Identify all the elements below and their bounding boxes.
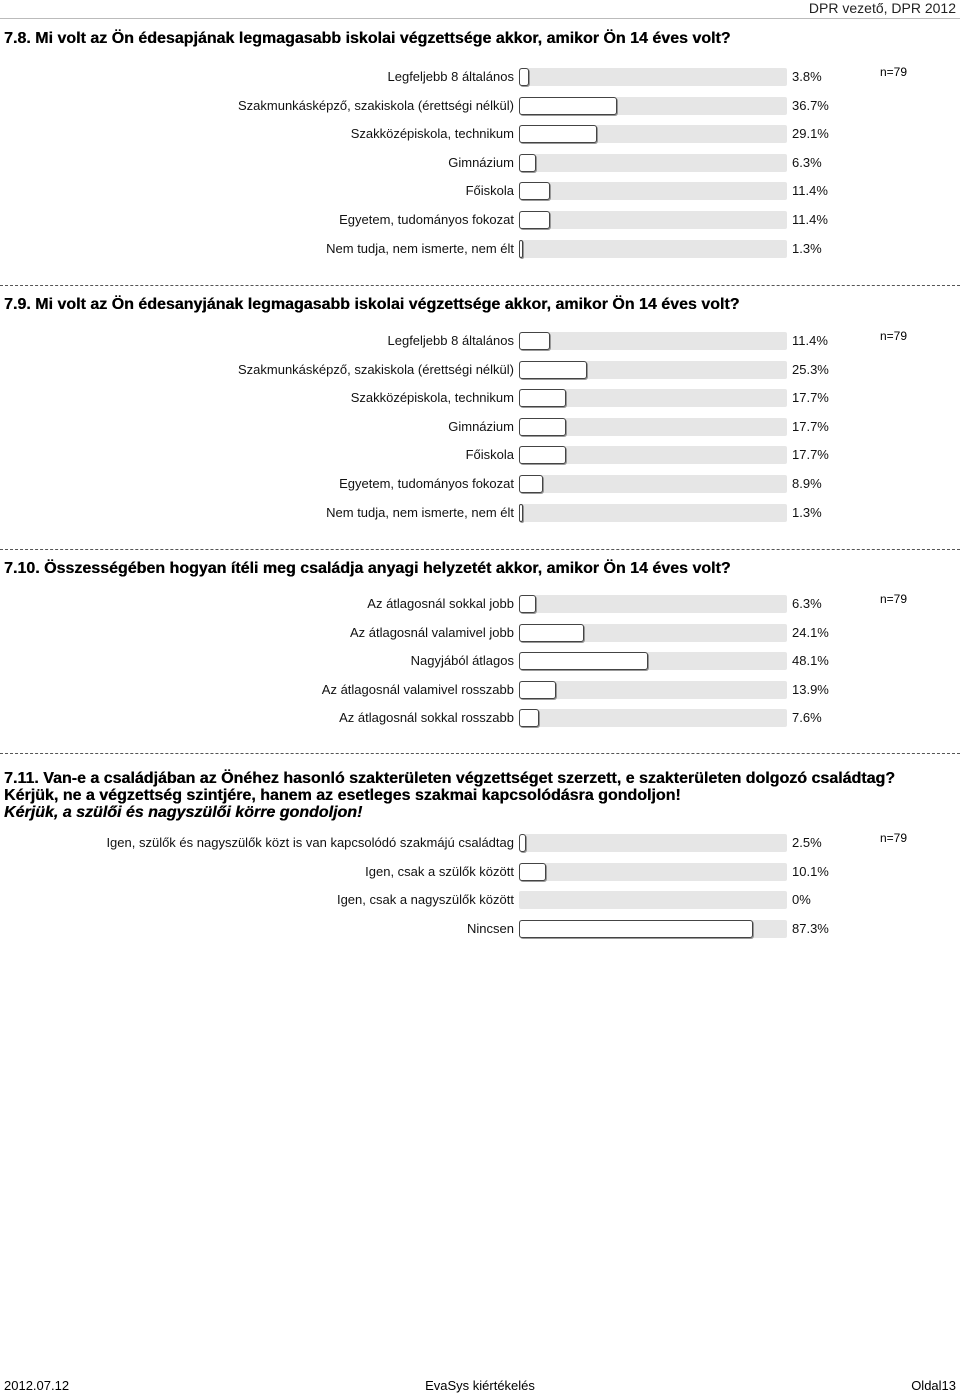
category-label: Legfeljebb 8 általános [387,69,514,84]
category-label: Szakmunkásképző, szakiskola (érettségi nélkül) [237,361,514,377]
value-label: 17.7% [792,447,829,463]
footer-center-label: EvaSys kiértékelés [425,1378,535,1393]
bar [519,361,587,379]
section-divider [0,285,960,286]
bar-track [519,446,787,464]
bar-row [0,593,960,615]
bar-row [0,180,960,202]
bar [519,418,566,436]
bar-track [519,332,787,350]
question-title-text: 7.11. Van-e a családjában az Önéhez hasonló szakterületen végzettséget szerzett, e szakterületen dolgozó családtag? Kérjük, ne a végzettség szintjére, hanem az esetleges szakmai kapcsolódásra gondoljon! [4,770,895,804]
bar [519,709,539,727]
header-divider [0,18,960,19]
category-label: Főiskola [465,183,514,199]
bar-track [519,834,787,852]
bar [519,332,550,350]
category-label: Egyetem, tudományos fokozat [339,476,514,491]
bar [519,920,753,938]
value-label: 8.9% [792,476,822,491]
bar [519,446,566,464]
question-title-text: 7.8. Mi volt az Ön édesapjának legmagasabb iskolai végzettsége akkor, amikor Ön 14 éves volt? [4,30,731,47]
category-label: Az átlagosnál valamivel jobb [349,624,514,640]
sample-size-label: n=79 [880,65,908,79]
value-label: 29.1% [792,126,829,142]
value-label: 2.5% [792,835,822,850]
bar-track [519,475,787,493]
value-label: 36.7% [792,97,829,113]
value-label: 7.6% [792,710,822,726]
value-label: 48.1% [792,653,829,669]
bar [519,68,529,86]
bar-row [0,95,960,117]
category-label: Az átlagosnál sokkal jobb [367,596,514,611]
value-label: 17.7% [792,418,829,434]
sample-size-label: n=79 [880,831,908,845]
category-label: Szakmunkásképző, szakiskola (érettségi nélkül) [237,97,514,113]
bar-row [0,152,960,174]
footer-date: 2012.07.12 [4,1378,70,1393]
bar-track [519,154,787,172]
bar-track [519,920,787,938]
value-label: 10.1% [792,863,829,879]
value-label: 1.3% [792,504,822,520]
bar-track [519,389,787,407]
question-title [4,30,950,47]
bar-row [0,889,960,911]
bar [519,475,543,493]
bar [519,125,597,143]
bar-track [519,652,787,670]
question-title-text: 7.9. Mi volt az Ön édesanyjának legmagasabb iskolai végzettsége akkor, amikor Ön 14 éves volt? [4,296,740,313]
bar-row [0,416,960,438]
bar-row [0,502,960,524]
bar-track [519,709,787,727]
bar-track [519,891,787,909]
bar [519,389,566,407]
category-label: Legfeljebb 8 általános [387,333,514,348]
category-label: Igen, szülők és nagyszülők közt is van kapcsolódó szakmájú családtag [106,835,514,850]
bar-row [0,444,960,466]
bar-row [0,707,960,729]
bar-row [0,679,960,701]
category-label: Nem tudja, nem ismerte, nem élt [326,504,514,520]
bar-track [519,97,787,115]
bar-track [519,68,787,86]
bar [519,154,536,172]
value-label: 13.9% [792,681,829,697]
page-footer [0,1378,960,1394]
bar-track [519,240,787,258]
bar-row [0,473,960,495]
value-label: 87.3% [792,920,829,936]
bar [519,97,617,115]
question-title [4,296,950,313]
bar-row [0,622,960,644]
value-label: 25.3% [792,361,829,377]
bar [519,182,550,200]
bar-row [0,387,960,409]
bar-row [0,123,960,145]
value-label: 11.4% [792,333,828,348]
bar-track [519,125,787,143]
bar [519,595,536,613]
bar-track [519,595,787,613]
value-label: 24.1% [792,624,829,640]
bar [519,834,526,852]
category-label: Az átlagosnál sokkal rosszabb [339,710,514,726]
bar [519,240,523,258]
category-label: Nincsen [467,920,514,936]
sample-size-label: n=79 [880,592,908,606]
category-label: Nem tudja, nem ismerte, nem élt [326,240,514,256]
question-title [4,560,950,577]
category-label: Szakközépiskola, technikum [350,126,514,142]
question-title [4,770,950,821]
footer-page-number: Oldal13 [911,1378,956,1393]
value-label: 0% [792,892,811,908]
category-label: Az átlagosnál valamivel rosszabb [321,681,514,697]
value-label: 3.8% [792,69,822,84]
category-label: Főiskola [465,447,514,463]
bar-row [0,66,960,88]
bar-track [519,182,787,200]
page-header-title: DPR vezető, DPR 2012 [808,0,956,16]
bar-row [0,359,960,381]
value-label: 6.3% [792,154,822,170]
bar [519,624,584,642]
bar-row [0,861,960,883]
bar-row [0,918,960,940]
category-label: Gimnázium [448,154,514,170]
category-label: Igen, csak a nagyszülők között [336,892,514,908]
value-label: 6.3% [792,596,822,611]
category-label: Egyetem, tudományos fokozat [339,212,514,227]
bar-track [519,361,787,379]
sample-size-label: n=79 [880,329,908,343]
bar [519,652,648,670]
question-title-text: 7.10. Összességében hogyan ítéli meg családja anyagi helyzetét akkor, amikor Ön 14 éves volt? [4,560,731,577]
section-divider [0,753,960,754]
bar-row [0,650,960,672]
value-label: 11.4% [792,212,828,227]
bar-track [519,681,787,699]
bar-track [519,624,787,642]
category-label: Nagyjából átlagos [410,653,514,669]
bar-track [519,504,787,522]
bar-track [519,418,787,436]
value-label: 11.4% [792,183,828,199]
value-label: 17.7% [792,390,829,406]
category-label: Szakközépiskola, technikum [350,390,514,406]
bar-row [0,238,960,260]
bar [519,681,556,699]
bar [519,211,550,229]
bar-row [0,209,960,231]
bar-row [0,330,960,352]
question-note: Kérjük, a szülői és nagyszülői körre gondoljon! [4,804,363,821]
bar-track [519,863,787,881]
value-label: 1.3% [792,240,822,256]
bar [519,863,546,881]
bar-row [0,832,960,854]
bar [519,504,523,522]
bar-track [519,211,787,229]
category-label: Igen, csak a szülők között [365,863,514,879]
category-label: Gimnázium [448,418,514,434]
section-divider [0,549,960,550]
